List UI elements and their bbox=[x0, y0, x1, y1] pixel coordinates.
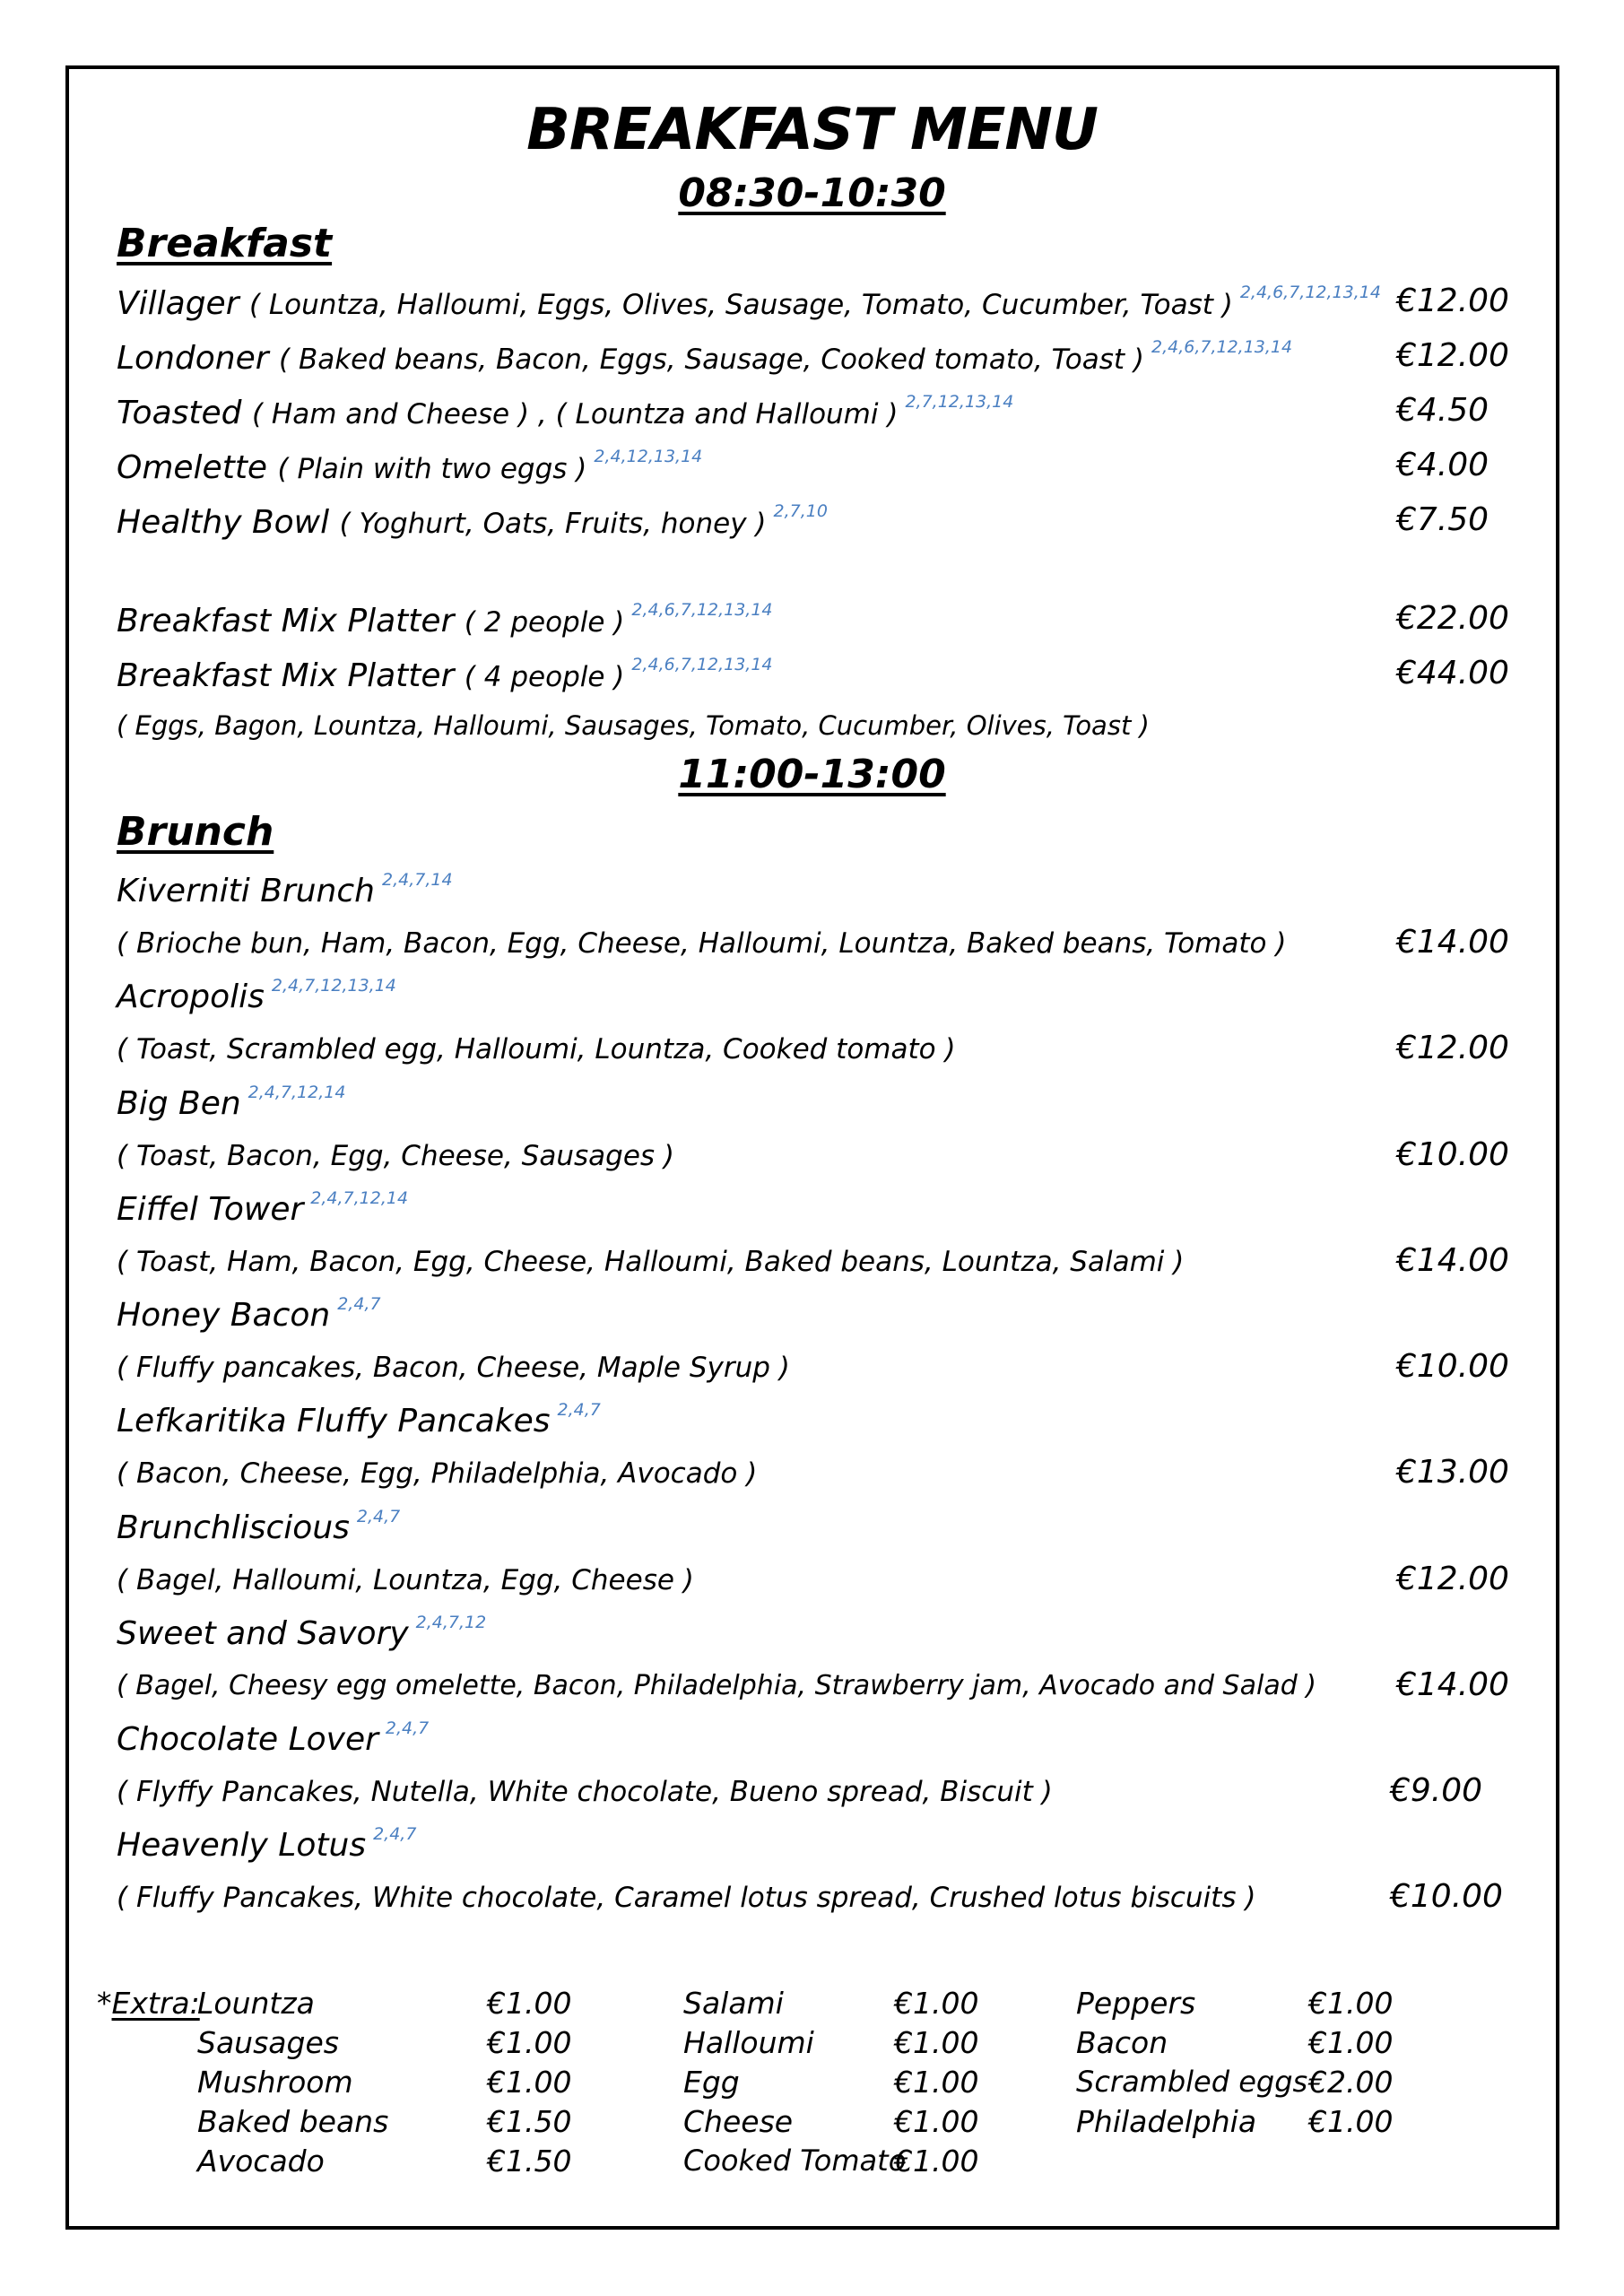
extra-item-name: Baked beans bbox=[197, 2104, 389, 2139]
menu-item-toasted: Toasted ( Ham and Cheese ) , ( Lountza and Halloumi ) $^{2,7,12,13,14}$ bbox=[117, 392, 1014, 431]
extra-item-name: Bacon bbox=[1076, 2025, 1168, 2060]
breakfast-hours: 08:30-10:30 bbox=[678, 170, 946, 216]
extra-item-name: Sausages bbox=[197, 2025, 339, 2060]
extra-item-name: Cheese bbox=[683, 2104, 794, 2139]
menu-item-londoner: Londoner ( Baked beans, Bacon, Eggs, Sausage, Cooked tomato, Toast ) $^{2,4,6,7,12,13,14}$ bbox=[117, 337, 1293, 377]
item-price: €10.00 bbox=[1396, 1348, 1509, 1385]
extra-item-name: Avocado bbox=[197, 2144, 325, 2179]
extra-item-name: Salami bbox=[683, 1986, 784, 2021]
item-price: €14.00 bbox=[1396, 1666, 1509, 1703]
extra-item-price: €1.00 bbox=[1308, 2025, 1394, 2060]
item-description: ( Toast, Ham, Bacon, Egg, Cheese, Halloumi, Baked beans, Lountza, Salami ) bbox=[117, 1246, 1185, 1278]
brunch-hours: 11:00-13:00 bbox=[678, 752, 946, 797]
menu-item-platter-2: Breakfast Mix Platter ( 2 people ) $^{2,4,6,7,12,13,14}$ bbox=[117, 600, 773, 639]
menu-item-sweet-and-savory: Sweet and Savory $^{2,4,7,12}$ bbox=[117, 1613, 487, 1652]
item-description: ( Toast, Scrambled egg, Halloumi, Lountza, Cooked tomato ) bbox=[117, 1033, 956, 1065]
item-price: €12.00 bbox=[1396, 1561, 1509, 1597]
extra-item-name: Philadelphia bbox=[1076, 2104, 1257, 2139]
item-price: €9.00 bbox=[1390, 1772, 1483, 1809]
item-price: €12.00 bbox=[1396, 337, 1509, 374]
extra-item-price: €1.00 bbox=[487, 2025, 572, 2060]
allergen-codes: 2,7,12,13,14 bbox=[905, 392, 1014, 412]
extra-item-name: Mushroom bbox=[197, 2065, 353, 2100]
item-description: ( Fluffy pancakes, Bacon, Cheese, Maple Syrup ) bbox=[117, 1352, 790, 1384]
extra-item-price: €1.50 bbox=[487, 2104, 572, 2139]
extra-item-price: €1.50 bbox=[487, 2144, 572, 2179]
extra-item-price: €1.00 bbox=[894, 2065, 979, 2100]
item-description: ( Toast, Bacon, Egg, Cheese, Sausages ) bbox=[117, 1140, 674, 1172]
item-description: ( Bagel, Halloumi, Lountza, Egg, Cheese ) bbox=[117, 1564, 694, 1596]
item-price: €4.50 bbox=[1396, 392, 1489, 429]
extra-item-price: €1.00 bbox=[1308, 1986, 1394, 2021]
extra-item-price: €1.00 bbox=[894, 2144, 979, 2179]
menu-item-healthy-bowl: Healthy Bowl ( Yoghurt, Oats, Fruits, honey ) $^{2,7,10}$ bbox=[117, 501, 828, 541]
allergen-codes: 2,4,7,12,14 bbox=[310, 1188, 409, 1208]
allergen-codes: 2,4,7,14 bbox=[381, 870, 453, 890]
item-description: ( Flyffy Pancakes, Nutella, White chocolate, Bueno spread, Biscuit ) bbox=[117, 1776, 1053, 1808]
item-price: €44.00 bbox=[1396, 655, 1509, 691]
menu-item-lefkaritika-pancakes: Lefkaritika Fluffy Pancakes $^{2,4,7}$ bbox=[117, 1400, 601, 1439]
item-price: €12.00 bbox=[1396, 283, 1509, 319]
allergen-codes: 2,4,6,7,12,13,14 bbox=[631, 600, 773, 620]
item-price: €13.00 bbox=[1396, 1454, 1509, 1491]
item-price: €7.50 bbox=[1396, 501, 1489, 538]
menu-item-brunchliscious: Brunchliscious $^{2,4,7}$ bbox=[117, 1507, 401, 1546]
menu-item-villager: Villager ( Lountza, Halloumi, Eggs, Olives, Sausage, Tomato, Cucumber, Toast ) $^{2,4,6,7,12,13,14}$ bbox=[117, 283, 1381, 322]
menu-item-acropolis: Acropolis $^{2,4,7,12,13,14}$ bbox=[117, 976, 396, 1015]
item-price: €22.00 bbox=[1396, 600, 1509, 637]
item-description: ( Bagel, Cheesy egg omelette, Bacon, Philadelphia, Strawberry jam, Avocado and Salad ) bbox=[117, 1670, 1316, 1701]
menu-item-omelette: Omelette ( Plain with two eggs ) $^{2,4,12,13,14}$ bbox=[117, 447, 703, 486]
extra-item-name: Peppers bbox=[1076, 1986, 1196, 2021]
allergen-codes: 2,4,7 bbox=[337, 1294, 381, 1314]
menu-item-big-ben: Big Ben $^{2,4,7,12,14}$ bbox=[117, 1083, 346, 1122]
section-heading-brunch: Brunch bbox=[117, 809, 274, 855]
extras-label: *Extra: bbox=[97, 1986, 200, 2021]
item-description: ( Bacon, Cheese, Egg, Philadelphia, Avocado ) bbox=[117, 1457, 758, 1490]
platter-description: ( Eggs, Bagon, Lountza, Halloumi, Sausages, Tomato, Cucumber, Olives, Toast ) bbox=[117, 710, 1150, 741]
section-heading-breakfast: Breakfast bbox=[117, 221, 333, 266]
item-price: €10.00 bbox=[1396, 1136, 1509, 1173]
menu-item-kiverniti-brunch: Kiverniti Brunch $^{2,4,7,14}$ bbox=[117, 870, 453, 909]
menu-item-eiffel-tower: Eiffel Tower $^{2,4,7,12,14}$ bbox=[117, 1188, 409, 1228]
menu-item-honey-bacon: Honey Bacon $^{2,4,7}$ bbox=[117, 1294, 381, 1334]
allergen-codes: 2,4,6,7,12,13,14 bbox=[1151, 337, 1293, 357]
menu-item-platter-4: Breakfast Mix Platter ( 4 people ) $^{2,4,6,7,12,13,14}$ bbox=[117, 655, 773, 694]
item-price: €4.00 bbox=[1396, 447, 1489, 483]
allergen-codes: 2,7,10 bbox=[773, 501, 828, 521]
menu-item-chocolate-lover: Chocolate Lover $^{2,4,7}$ bbox=[117, 1718, 430, 1758]
extra-item-name: Halloumi bbox=[683, 2025, 814, 2060]
allergen-codes: 2,4,7,12,13,14 bbox=[271, 976, 396, 996]
extra-item-price: €1.00 bbox=[487, 1986, 572, 2021]
extra-item-name: Cooked Tomato bbox=[683, 2144, 907, 2178]
menu-item-heavenly-lotus: Heavenly Lotus $^{2,4,7}$ bbox=[117, 1824, 417, 1864]
item-price: €10.00 bbox=[1390, 1878, 1503, 1915]
item-description: ( Fluffy Pancakes, White chocolate, Caramel lotus spread, Crushed lotus biscuits ) bbox=[117, 1882, 1256, 1914]
extra-item-price: €1.00 bbox=[894, 2025, 979, 2060]
allergen-codes: 2,4,7 bbox=[557, 1400, 601, 1420]
item-price: €14.00 bbox=[1396, 1242, 1509, 1279]
extra-item-name: Scrambled eggs bbox=[1076, 2065, 1308, 2099]
item-price: €12.00 bbox=[1396, 1030, 1509, 1066]
item-price: €14.00 bbox=[1396, 924, 1509, 961]
extra-item-price: €2.00 bbox=[1308, 2065, 1394, 2100]
page-title: BREAKFAST MENU bbox=[526, 97, 1098, 163]
extra-item-name: Lountza bbox=[197, 1986, 315, 2021]
extra-item-price: €1.00 bbox=[487, 2065, 572, 2100]
extra-item-name: Egg bbox=[683, 2065, 740, 2100]
allergen-codes: 2,4,7 bbox=[373, 1824, 417, 1844]
allergen-codes: 2,4,7,12,14 bbox=[248, 1083, 346, 1102]
extra-item-price: €1.00 bbox=[894, 1986, 979, 2021]
allergen-codes: 2,4,6,7,12,13,14 bbox=[1239, 283, 1381, 302]
allergen-codes: 2,4,7,12 bbox=[415, 1613, 487, 1632]
extra-item-price: €1.00 bbox=[894, 2104, 979, 2139]
allergen-codes: 2,4,7 bbox=[356, 1507, 401, 1526]
item-description: ( Brioche bun, Ham, Bacon, Egg, Cheese, Halloumi, Lountza, Baked beans, Tomato ) bbox=[117, 927, 1287, 960]
allergen-codes: 2,4,7 bbox=[385, 1718, 430, 1738]
extra-item-price: €1.00 bbox=[1308, 2104, 1394, 2139]
allergen-codes: 2,4,6,7,12,13,14 bbox=[631, 655, 773, 674]
allergen-codes: 2,4,12,13,14 bbox=[594, 447, 703, 466]
